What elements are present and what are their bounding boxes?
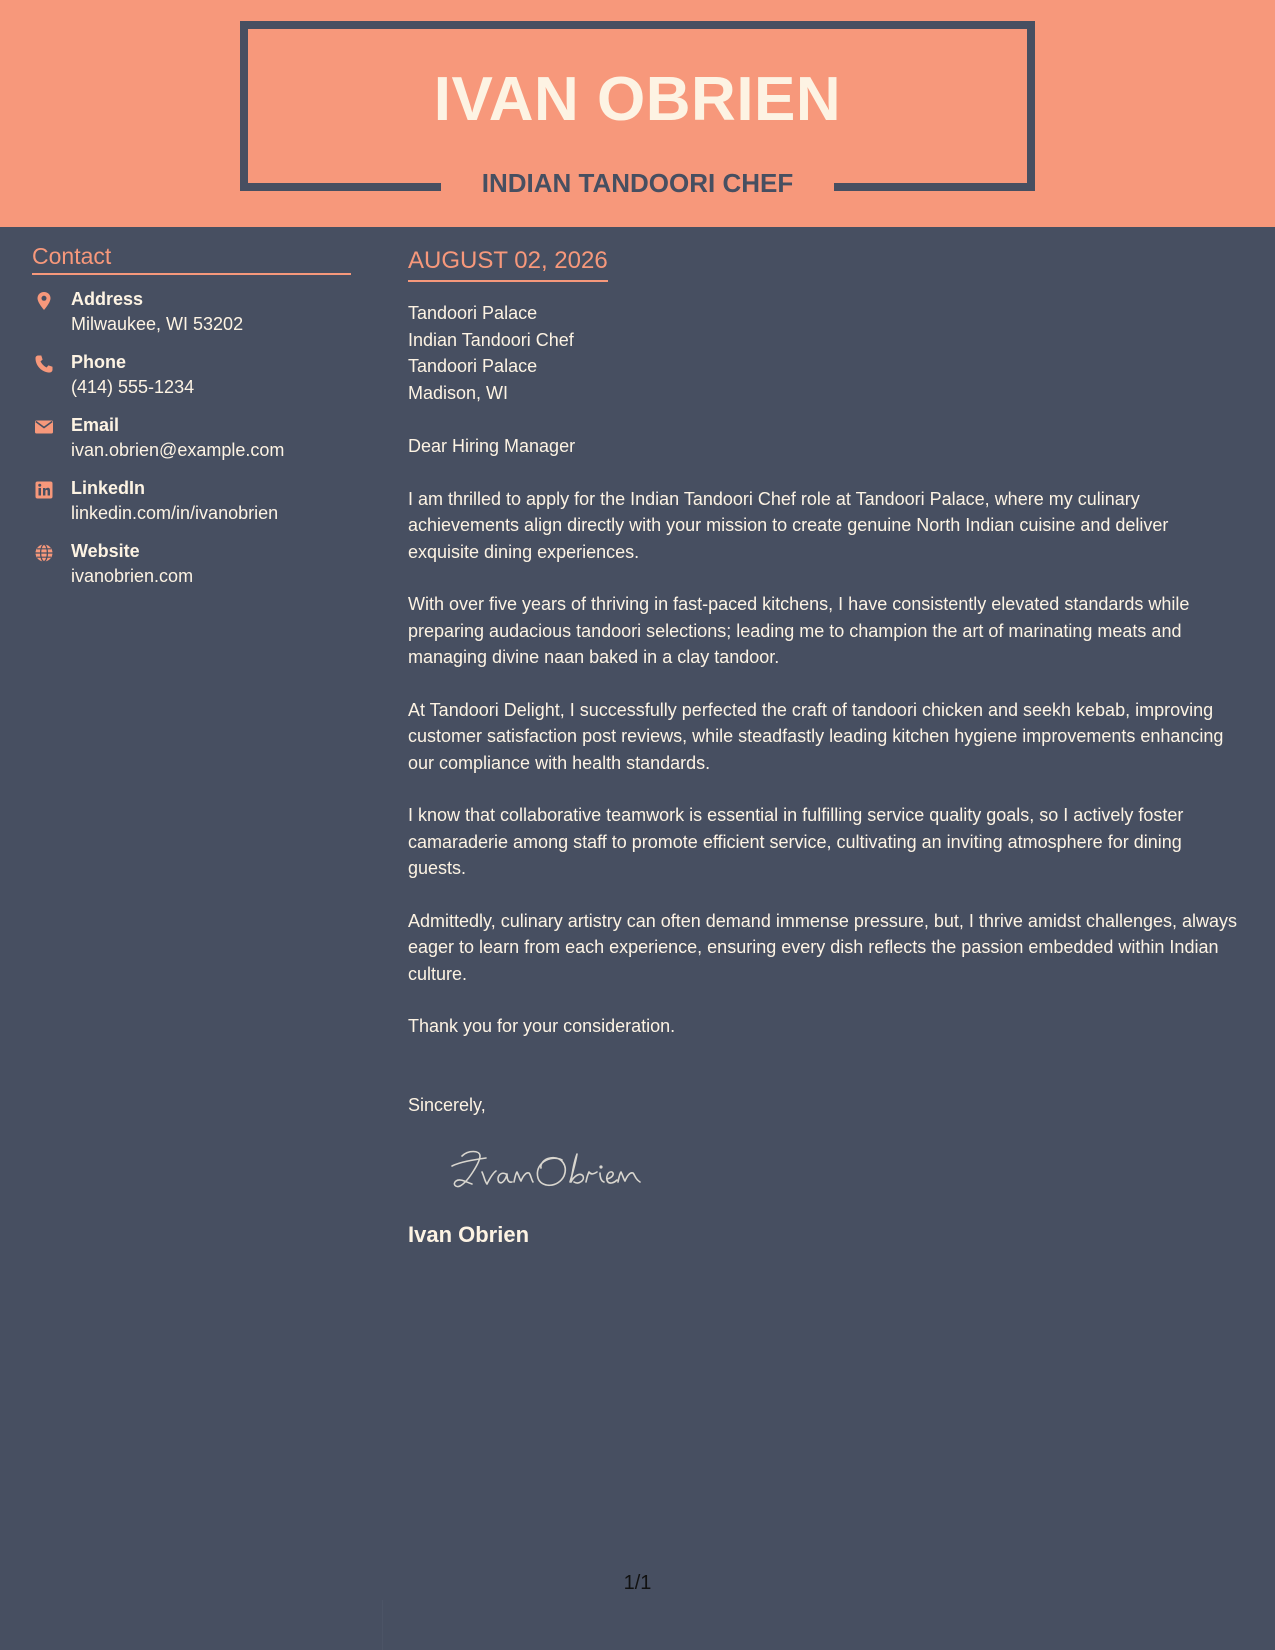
contact-label: Phone: [71, 352, 127, 372]
contact-label: Address: [71, 289, 144, 309]
contact-item-website: [32, 539, 351, 602]
paragraph-5: Admittedly, culinary artistry can often demand immense pressure, but, I thrive amidst challenges, always eager to learn from each experience, ensuring every dish reflects the passion embedded within Indian culture.: [408, 910, 1238, 984]
letter-body: [408, 244, 1238, 1250]
thanks-line: Thank you for your consideration.: [408, 1016, 676, 1036]
contact-value-email[interactable]: ivan.obrien@example.com: [71, 440, 285, 460]
phone-icon: [34, 354, 54, 374]
contact-sidebar: [32, 241, 351, 602]
contact-value-website[interactable]: ivanobrien.com: [71, 566, 194, 586]
recipient-position: Indian Tandoori Chef: [408, 329, 574, 350]
contact-value-phone: (414) 555-1234: [71, 377, 195, 397]
page-number: 1/1: [623, 1572, 652, 1594]
paragraph-2: With over five years of thriving in fast-paced kitchens, I have consistently elevated standards while preparing audacious tandoori selections; leading me to champion the art of marinating meats and managing divine naan baked in a clay tandoor.: [408, 594, 1190, 667]
contact-item-linkedin: [32, 476, 351, 539]
letter-date: AUGUST 02, 2026: [408, 244, 608, 282]
contact-value-address: Milwaukee, WI 53202: [71, 314, 244, 334]
handwritten-signature: [446, 1144, 646, 1194]
applicant-name: IVAN OBRIEN: [433, 65, 842, 134]
contact-label: LinkedIn: [71, 478, 146, 498]
contact-heading: Contact: [32, 241, 351, 275]
header-banner: [0, 0, 1275, 227]
header-frame-bottom-left: [240, 183, 441, 191]
recipient-location: Madison, WI: [408, 382, 509, 403]
recipient-company-2: Tandoori Palace: [408, 356, 538, 376]
header-frame-bottom-right: [834, 183, 1035, 191]
paragraph-3: At Tandoori Delight, I successfully perfected the craft of tandoori chicken and seekh kebab, improving customer satisfaction post reviews, while steadfastly leading kitchen hygiene improvements enhancing our compliance with health standards.: [408, 699, 1224, 773]
globe-icon: [34, 543, 54, 563]
signer-name: Ivan Obrien: [408, 1222, 530, 1247]
contact-item-phone: [32, 350, 351, 413]
recipient-company: Tandoori Palace: [408, 303, 538, 323]
paragraph-1: I am thrilled to apply for the Indian Tandoori Chef role at Tandoori Palace, where my culinary achievements align directly with your mission to create genuine North Indian cuisine and deliver exquisite dining experiences.: [408, 488, 1169, 562]
footer-divider: [382, 1600, 383, 1650]
closing: Sincerely,: [408, 1094, 486, 1115]
map-pin-icon: [34, 291, 54, 311]
recipient-block: [408, 300, 1238, 406]
paragraph-4: I know that collaborative teamwork is essential in fulfilling service quality goals, so I actively foster camaraderie among staff to promote efficient service, cultivating an inviting atmosphere for dining guests.: [408, 805, 1184, 878]
contact-item-email: [32, 413, 351, 476]
contact-label: Email: [71, 415, 120, 435]
linkedin-icon: [34, 480, 54, 500]
job-title: INDIAN TANDOORI CHEF: [481, 168, 794, 198]
contact-label: Website: [71, 541, 140, 561]
greeting: Dear Hiring Manager: [408, 436, 576, 456]
email-icon: [34, 417, 54, 437]
contact-value-linkedin[interactable]: linkedin.com/in/ivanobrien: [71, 503, 279, 523]
contact-item-address: [32, 287, 351, 350]
